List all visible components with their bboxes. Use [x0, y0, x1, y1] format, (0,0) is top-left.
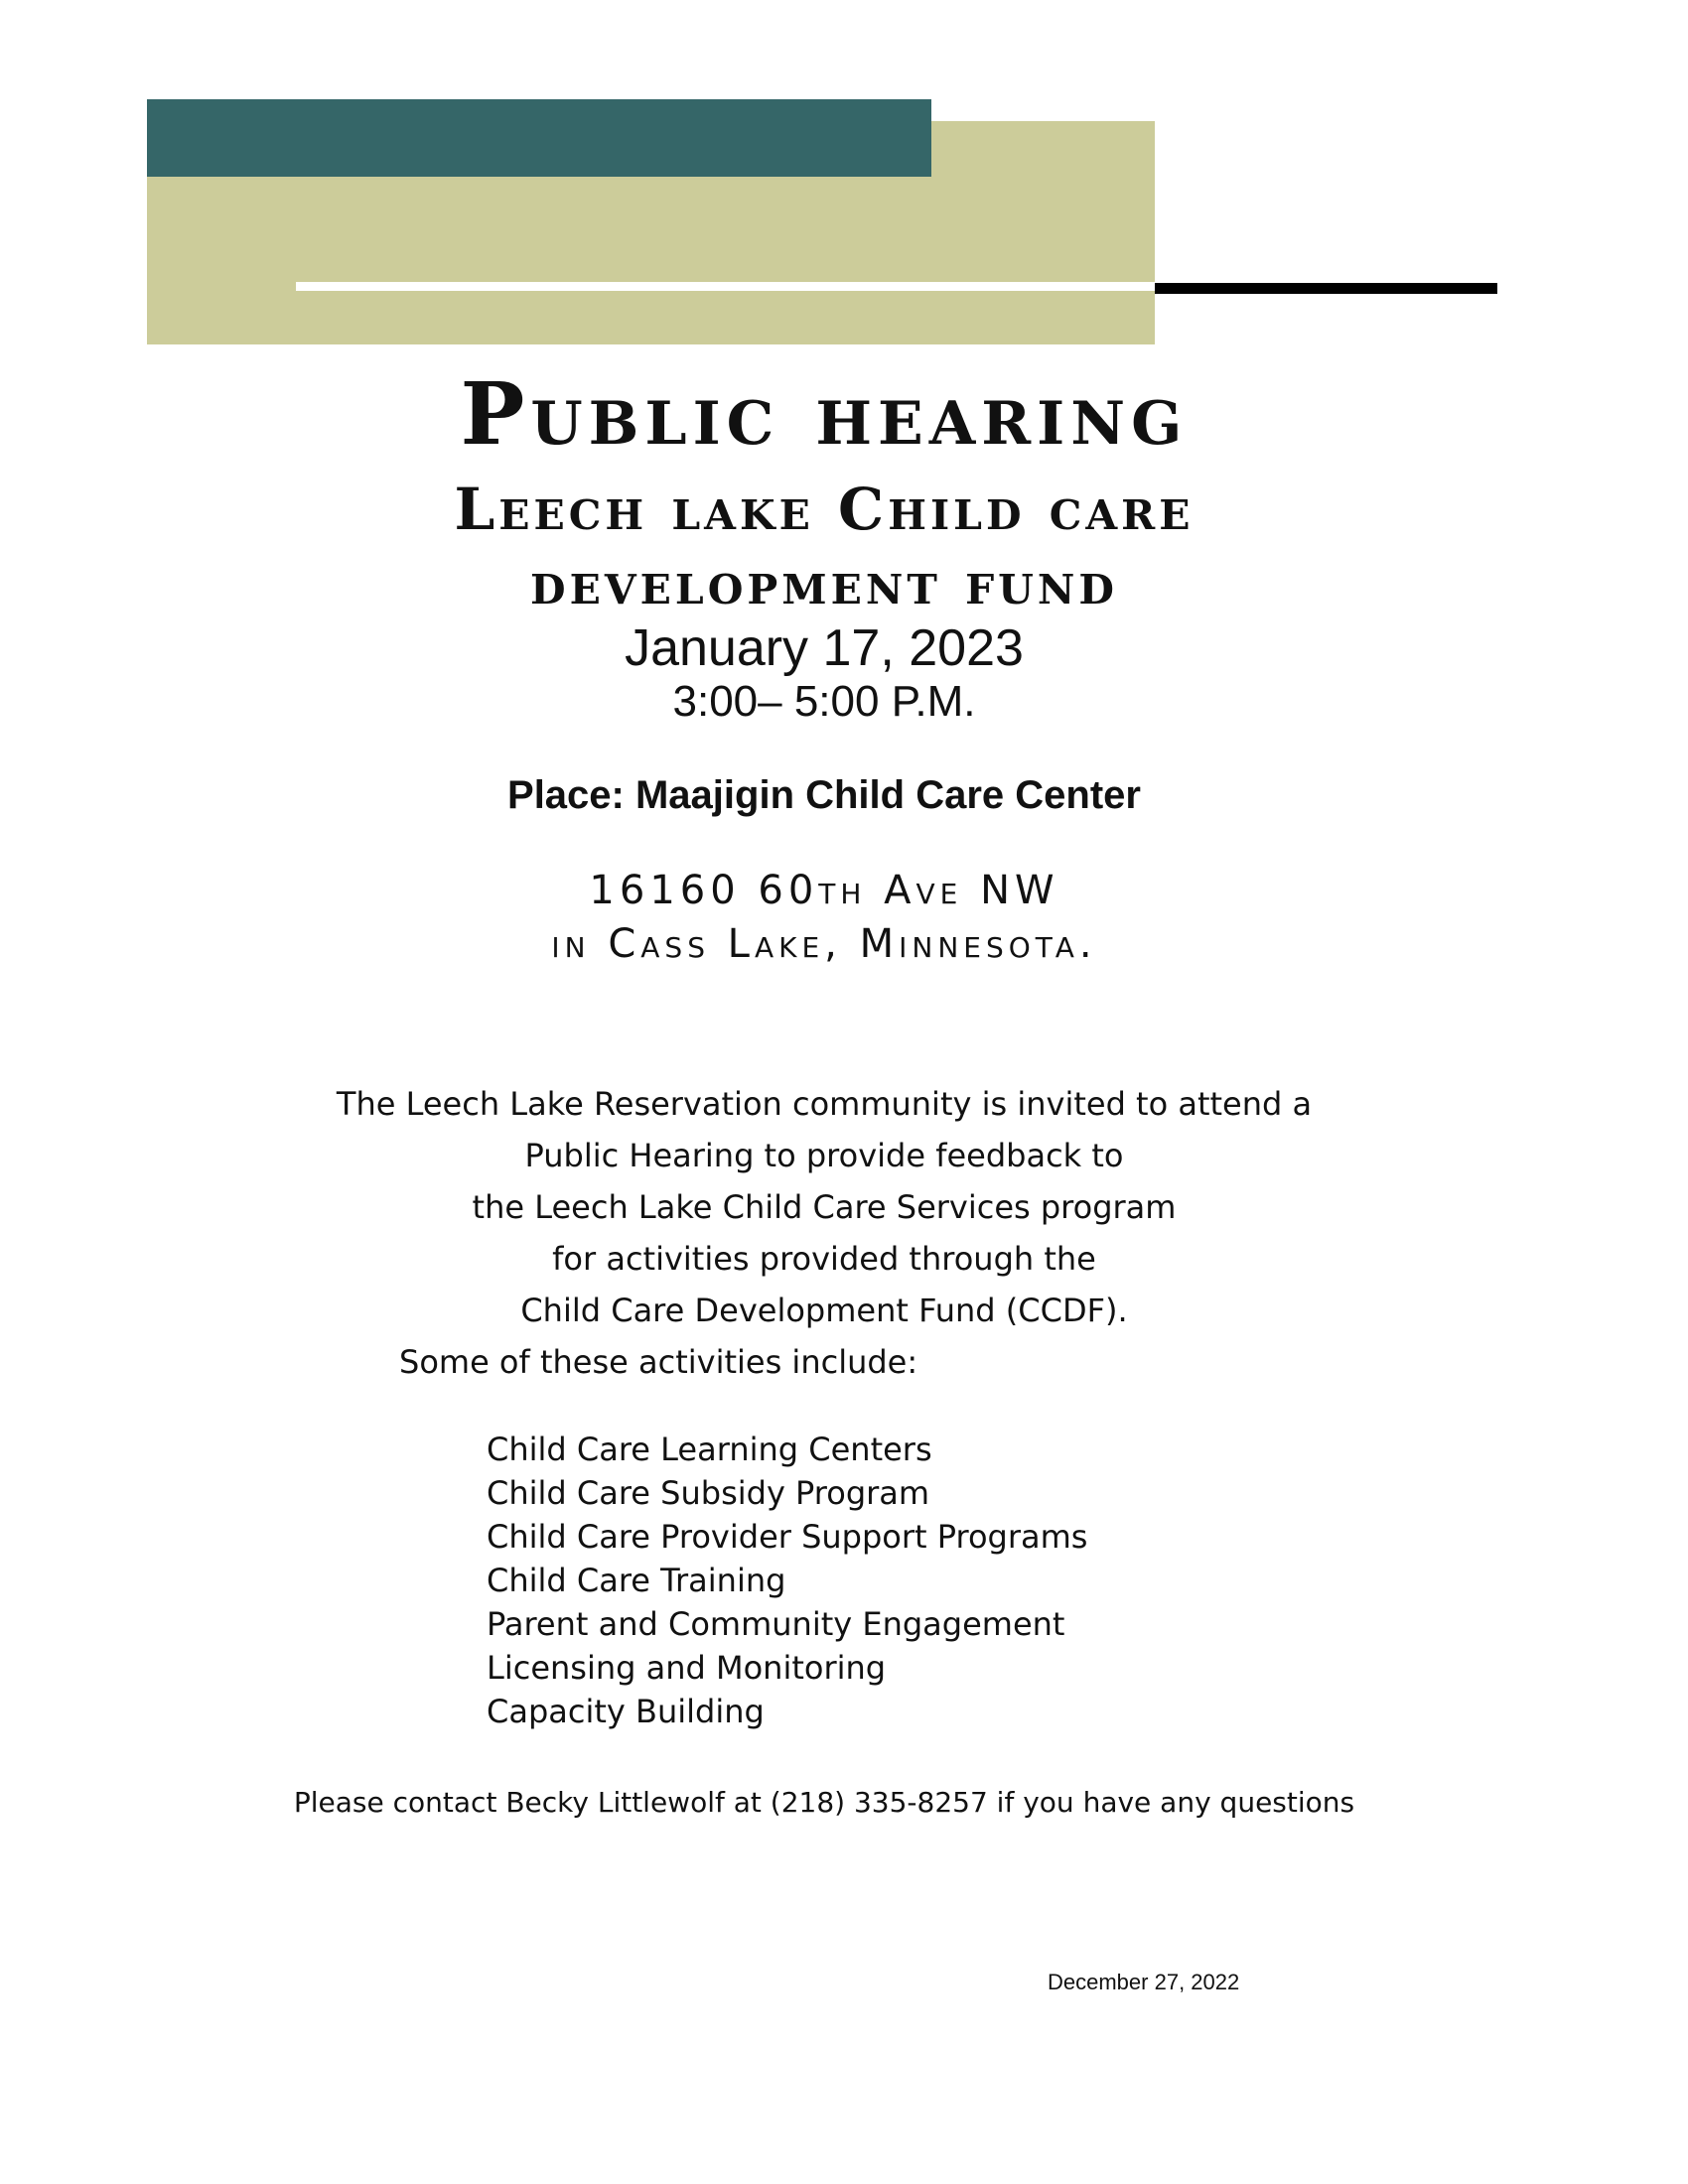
header-white-rule	[296, 282, 1158, 291]
list-item: Child Care Learning Centers	[487, 1431, 932, 1468]
list-item: Child Care Training	[487, 1562, 786, 1599]
invitation-paragraph	[0, 1078, 1648, 1336]
event-time: 3:00– 5:00 P.M.	[672, 677, 976, 726]
list-item: Licensing and Monitoring	[487, 1649, 887, 1687]
subtitle-line-1: Leech lake Child care	[454, 476, 1195, 543]
event-place: Place: Maajigin Child Care Center	[507, 773, 1141, 817]
list-item: Child Care Provider Support Programs	[487, 1518, 1088, 1556]
list-item: Parent and Community Engagement	[487, 1605, 1065, 1643]
invitation-line: the Leech Lake Child Care Services program	[472, 1188, 1177, 1226]
list-item: Capacity Building	[487, 1693, 765, 1730]
header-teal-block	[147, 99, 931, 177]
header-black-rule	[1155, 283, 1497, 294]
address-line-1: 16160 60th Ave NW	[589, 868, 1059, 913]
activities-intro: Some of these activities include:	[399, 1343, 918, 1381]
event-date: January 17, 2023	[625, 619, 1024, 677]
subtitle-line-2: development fund	[530, 550, 1118, 617]
issued-date: December 27, 2022	[1048, 1970, 1240, 1994]
page-title: Public hearing	[460, 364, 1189, 465]
invitation-line: Child Care Development Fund (CCDF).	[520, 1292, 1128, 1329]
invitation-line: for activities provided through the	[552, 1240, 1096, 1278]
contact-line: Please contact Becky Littlewolf at (218) 335-8257 if you have any questions	[293, 1786, 1355, 1819]
address-line-2: in Cass Lake, Minnesota.	[551, 921, 1097, 967]
invitation-line: Public Hearing to provide feedback to	[524, 1137, 1124, 1174]
invitation-line: The Leech Lake Reservation community is invited to attend a	[336, 1085, 1313, 1123]
list-item: Child Care Subsidy Program	[487, 1474, 930, 1512]
activities-list	[487, 1428, 1087, 1733]
